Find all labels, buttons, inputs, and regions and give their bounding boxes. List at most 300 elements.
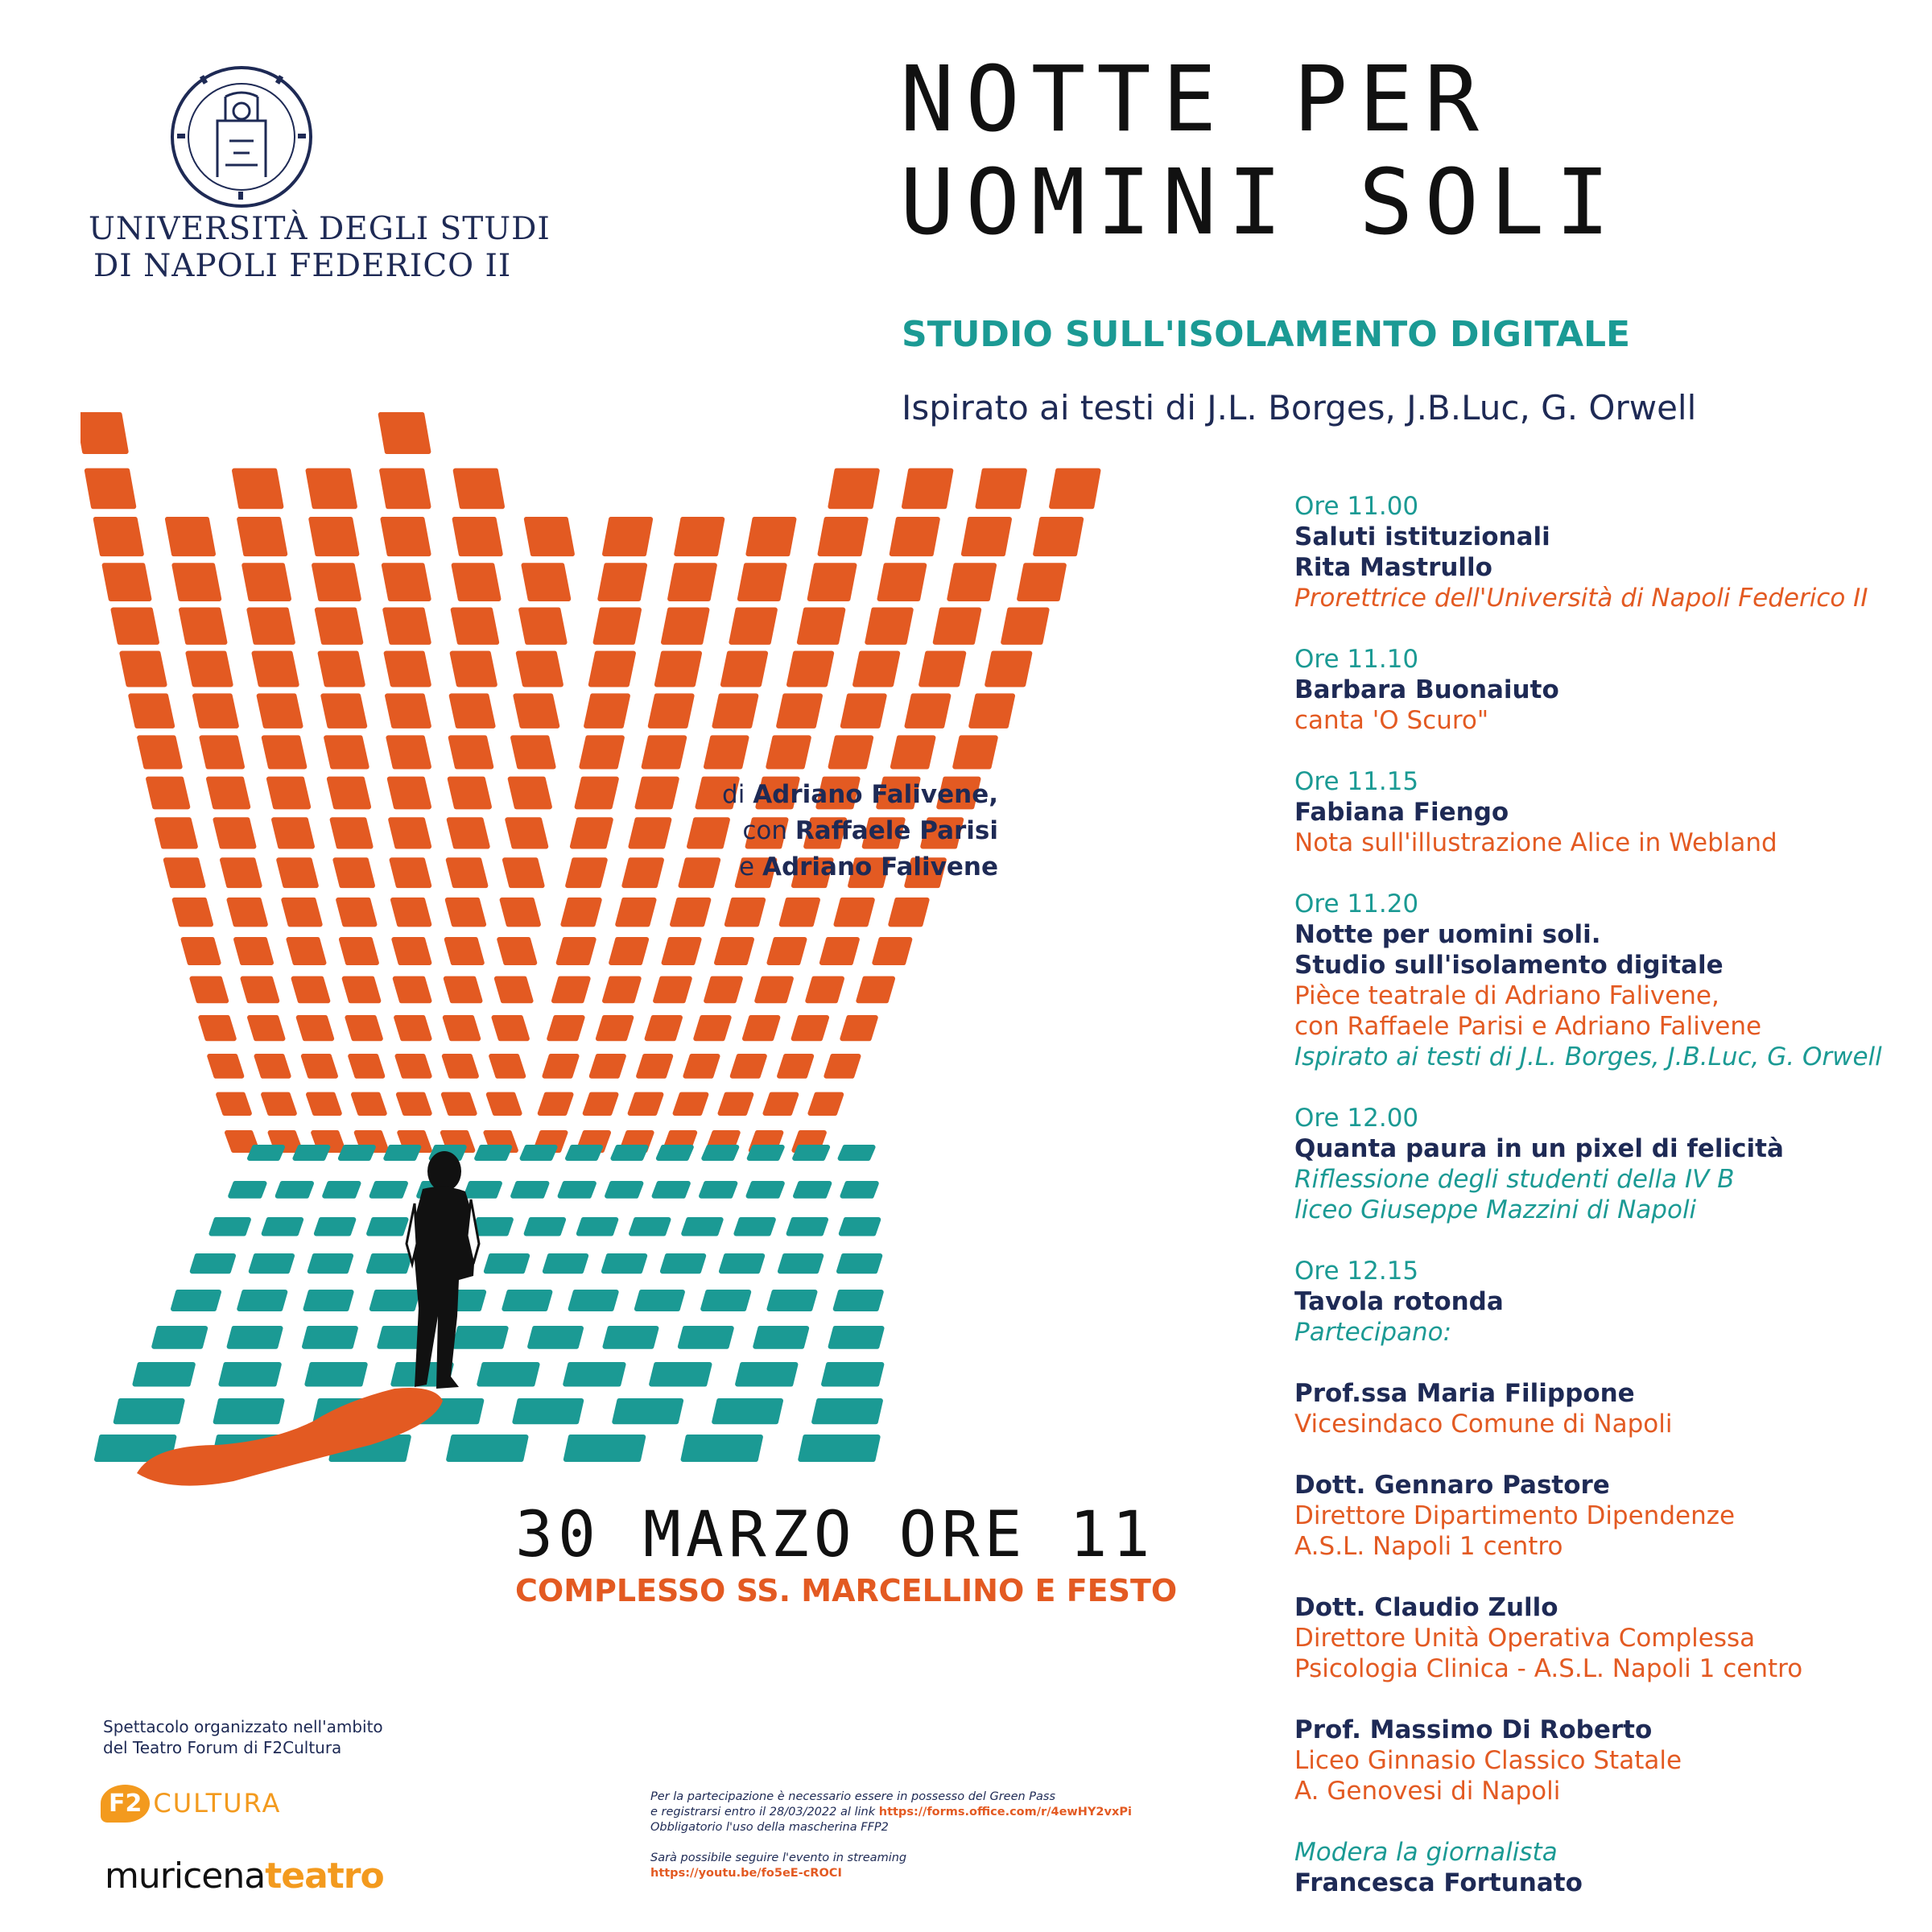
pixel-tile — [955, 737, 996, 766]
schedule-title: Dott. Gennaro Pastore — [1294, 1471, 1610, 1500]
pixel-tile — [369, 1220, 406, 1234]
pixel-tile — [843, 1183, 877, 1196]
info-line2: e registrarsi entro il 28/03/2022 al link — [650, 1806, 879, 1818]
registration-link[interactable]: https://forms.office.com/r/4ewHY2vxPi — [878, 1806, 1132, 1818]
pixel-tile — [572, 819, 611, 846]
pixel-tile — [737, 1364, 795, 1385]
pixel-tile — [114, 610, 157, 642]
pixel-tile — [605, 979, 639, 1001]
pixel-tile — [559, 939, 594, 963]
pixel-tile — [647, 1018, 680, 1038]
pixel-tile — [839, 1256, 880, 1271]
pixel-tile — [1035, 519, 1081, 554]
pixel-tile — [229, 1328, 281, 1347]
schedule-title: Prof.ssa Maria Filippone — [1294, 1379, 1635, 1408]
pixel-tile — [345, 979, 379, 1001]
pixel-tile — [658, 1147, 691, 1158]
pixel-tile — [740, 565, 785, 599]
pixel-tile — [663, 610, 707, 642]
pixel-tile — [372, 1183, 406, 1196]
pixel-tile — [148, 779, 188, 807]
organized-line1: Spettacolo organizzato nell'ambito — [103, 1717, 383, 1736]
pixel-tile — [283, 900, 320, 924]
pixel-tile — [544, 1056, 576, 1076]
pixel-tile — [222, 860, 260, 886]
pixel-tile — [494, 1018, 527, 1038]
pixel-tile — [514, 1401, 581, 1422]
pixel-tile — [130, 696, 172, 726]
pixel-tile — [139, 737, 180, 766]
pixel-tile — [663, 1256, 704, 1271]
pixel-tile — [795, 1183, 829, 1196]
pixel-tile — [451, 737, 492, 766]
pixel-tile — [880, 565, 925, 599]
schedule-detail: Pièce teatrale di Adriano Falivene, — [1294, 981, 1719, 1010]
pixel-tile — [307, 1364, 365, 1385]
pixel-tile — [249, 610, 292, 642]
pixel-tile — [372, 1292, 418, 1309]
pixel-tile — [655, 979, 690, 1001]
pixel-tile — [650, 696, 692, 726]
pixel-tile — [308, 471, 355, 507]
schedule-title: Barbara Buonaiuto — [1294, 675, 1559, 704]
program-schedule — [1294, 491, 1922, 1929]
info-line3: Obbligatorio l'uso della mascherina FFP2 — [650, 1821, 889, 1834]
pixel-tile — [294, 979, 328, 1001]
pixel-tile — [935, 610, 979, 642]
pixel-tile — [670, 565, 715, 599]
pixel-tile — [251, 1256, 292, 1271]
pixel-tile — [320, 654, 363, 685]
pixel-tile — [1003, 610, 1046, 642]
pixel-tile — [387, 696, 429, 726]
pixel-tile — [449, 819, 488, 846]
pixel-tile — [526, 519, 572, 554]
pixel-tile — [279, 860, 316, 886]
schedule-note: liceo Giuseppe Mazzini di Napoli — [1294, 1195, 1697, 1224]
pixel-tile — [749, 1147, 782, 1158]
schedule-title: Tavola rotonda — [1294, 1287, 1504, 1316]
teatro-word: teatro — [265, 1856, 384, 1897]
pixel-tile — [299, 1018, 332, 1038]
pixel-tile — [685, 1056, 717, 1076]
schedule-time: Ore 11.00 — [1294, 492, 1419, 521]
pixel-tile — [822, 939, 857, 963]
credits-prefix-2: con — [742, 816, 795, 845]
pixel-tile — [181, 610, 225, 642]
pixel-tile — [789, 1220, 826, 1234]
pixel-tile — [386, 1147, 419, 1158]
schedule-item — [1294, 1470, 1922, 1562]
pixel-tile — [701, 1183, 735, 1196]
pixel-tile — [335, 860, 373, 886]
pixel-tile — [522, 1147, 555, 1158]
pixel-tile — [513, 737, 554, 766]
pixel-tile — [720, 1095, 752, 1113]
pixel-tile — [571, 1292, 617, 1309]
pixel-tile — [157, 819, 196, 846]
pixel-tile — [1019, 565, 1064, 599]
pixel-tile — [398, 1095, 430, 1113]
pixel-tile — [978, 471, 1025, 507]
schedule-item — [1294, 644, 1922, 736]
muricena-teatro-logo — [105, 1856, 384, 1897]
pixel-tile — [388, 737, 429, 766]
pixel-tile — [390, 819, 429, 846]
pixel-tile — [586, 696, 628, 726]
pixel-tile — [489, 1095, 520, 1113]
pixel-tile — [892, 519, 938, 554]
schedule-title: Fabiana Fiengo — [1294, 798, 1509, 827]
title-line1: NOTTE PER — [900, 47, 1490, 152]
credits-actor-2: Adriano Falivene — [762, 852, 998, 881]
pixel-tile — [221, 1364, 279, 1385]
organized-line2: del Teatro Forum di F2Cultura — [103, 1738, 342, 1757]
pixel-tile — [855, 654, 898, 685]
pixel-tile — [304, 1328, 356, 1347]
pixel-tile — [122, 654, 164, 685]
pixel-tile — [637, 1292, 683, 1309]
pixel-tile — [398, 1056, 430, 1076]
pixel-tile — [116, 1401, 183, 1422]
schedule-detail: canta 'O Scuro" — [1294, 706, 1489, 735]
pixel-tile — [592, 1056, 624, 1076]
pixel-tile — [765, 1095, 796, 1113]
pixel-tile — [444, 1095, 475, 1113]
pixel-tile — [350, 1056, 382, 1076]
pixel-tile — [831, 1328, 882, 1347]
pixel-tile — [779, 1056, 811, 1076]
pixel-tile — [347, 1018, 380, 1038]
schedule-time: Ore 12.15 — [1294, 1257, 1419, 1286]
pixel-tile — [1051, 471, 1098, 507]
pixel-tile — [523, 565, 568, 599]
schedule-detail: A.S.L. Napoli 1 centro — [1294, 1532, 1563, 1561]
pixel-tile — [236, 939, 271, 963]
pixel-tile — [614, 1401, 681, 1422]
pixel-tile — [706, 979, 741, 1001]
pixel-tile — [617, 900, 654, 924]
pixel-tile — [596, 610, 639, 642]
pixel-tile — [644, 737, 685, 766]
pixel-tile — [269, 779, 308, 807]
pixel-tile — [893, 737, 934, 766]
pixel-tile — [526, 1220, 564, 1234]
pixel-tile — [721, 1256, 762, 1271]
pixel-tile — [396, 1018, 429, 1038]
participation-info — [650, 1790, 1132, 1881]
credits-block — [684, 777, 998, 886]
schedule-time: Ore 11.20 — [1294, 890, 1419, 919]
pixel-tile — [308, 1095, 340, 1113]
pixel-tile — [964, 519, 1009, 554]
pixel-tile — [836, 1292, 881, 1309]
pixel-tile — [173, 1292, 219, 1309]
pixel-tile — [393, 900, 429, 924]
pixel-tile — [381, 415, 429, 452]
schedule-detail: con Raffaele Parisi e Adriano Falivene — [1294, 1012, 1762, 1041]
info-line1: Per la partecipazione è necessario essere in possesso del Green Pass — [650, 1790, 1056, 1803]
pixel-tile — [448, 900, 484, 924]
pixel-tile — [254, 654, 297, 685]
pixel-tile — [448, 860, 486, 886]
pixel-tile — [768, 737, 809, 766]
pixel-tile — [824, 1364, 881, 1385]
pixel-tile — [757, 979, 791, 1001]
info-line4: Sarà possibile seguire l'evento in streaming — [650, 1852, 907, 1864]
pixel-tile — [382, 519, 428, 554]
schedule-item — [1294, 889, 1922, 1072]
pixel-tile — [841, 1220, 878, 1234]
pixel-tile — [453, 610, 497, 642]
pixel-tile — [591, 654, 634, 685]
pixel-tile — [174, 565, 219, 599]
pixel-tile — [326, 737, 367, 766]
f2-word: CULTURA — [153, 1788, 282, 1818]
pixel-tile — [604, 1256, 645, 1271]
pixel-tile — [830, 471, 877, 507]
schedule-title: Francesca Fortunato — [1294, 1868, 1583, 1897]
event-date: 30 MARZO ORE 11 — [515, 1499, 1155, 1571]
pixel-tile — [234, 471, 281, 507]
pixel-tile — [733, 1056, 765, 1076]
pixel-tile — [353, 1095, 385, 1113]
pixel-tile — [651, 1364, 709, 1385]
pixel-tile — [554, 979, 588, 1001]
pixel-tile — [244, 565, 289, 599]
pixel-tile — [504, 1292, 550, 1309]
pixel-tile — [683, 1437, 761, 1459]
pixel-tile — [455, 1328, 506, 1347]
pixel-tile — [545, 1256, 586, 1271]
pixel-tile — [382, 471, 428, 507]
pixel-tile — [631, 1220, 668, 1234]
pixel-tile — [338, 900, 374, 924]
schedule-item — [1294, 1592, 1922, 1684]
pixel-tile — [530, 1328, 581, 1347]
pixel-tile — [473, 1220, 510, 1234]
pixel-tile — [505, 860, 543, 886]
pixel-tile — [295, 1147, 328, 1158]
pixel-tile — [499, 939, 535, 963]
pixel-tile — [820, 519, 866, 554]
schedule-item — [1294, 1378, 1922, 1439]
pixel-room-illustration — [80, 398, 1151, 1501]
organized-note — [103, 1716, 383, 1758]
pixel-tile — [842, 1018, 875, 1038]
pixel-tile — [630, 819, 669, 846]
pixel-tile — [749, 1183, 782, 1196]
pixel-tile — [800, 1437, 877, 1459]
pixel-tile — [385, 610, 428, 642]
f2cultura-logo — [101, 1779, 281, 1827]
pixel-tile — [727, 900, 763, 924]
pixel-tile — [607, 1183, 641, 1196]
pixel-tile — [664, 939, 700, 963]
pixel-tile — [209, 1056, 242, 1076]
pixel-tile — [568, 860, 605, 886]
pixel-tile — [795, 1147, 828, 1158]
pixel-tile — [706, 737, 747, 766]
pixel-tile — [323, 696, 365, 726]
pixel-tile — [696, 1018, 729, 1038]
university-name-line1: UNIVERSITÀ DEGLI STUDI — [89, 211, 551, 247]
pixel-tile — [794, 1018, 827, 1038]
pixel-tile — [208, 779, 248, 807]
pixel-tile — [840, 1147, 873, 1158]
pixel-tile — [676, 519, 722, 554]
pixel-tile — [782, 900, 818, 924]
schedule-detail: Prorettrice dell'Università di Napoli Federico II — [1294, 584, 1868, 613]
pixel-tile — [518, 654, 561, 685]
pixel-tile — [491, 1056, 523, 1076]
pixel-tile — [454, 565, 499, 599]
pixel-tile — [836, 900, 872, 924]
pixel-tile — [154, 1328, 205, 1347]
pixel-tile — [598, 1018, 631, 1038]
pixel-tile — [831, 737, 872, 766]
pixel-tile — [452, 654, 495, 685]
schedule-title: Quanta paura in un pixel di felicità — [1294, 1134, 1784, 1163]
pixel-tile — [278, 1183, 312, 1196]
schedule-note: Modera la giornalista — [1294, 1838, 1558, 1867]
pixel-tile — [723, 654, 766, 685]
schedule-detail: Liceo Ginnasio Classico Statale — [1294, 1746, 1682, 1775]
pixel-tile — [274, 819, 312, 846]
pixel-tile — [445, 1018, 478, 1038]
pixel-tile — [566, 1437, 643, 1459]
schedule-item — [1294, 1103, 1922, 1225]
schedule-detail: A. Genovesi di Napoli — [1294, 1777, 1561, 1806]
schedule-detail: Psicologia Clinica - A.S.L. Napoli 1 centro — [1294, 1654, 1803, 1683]
pixel-tile — [780, 1256, 821, 1271]
schedule-detail: Nota sull'illustrazione Alice in Webland — [1294, 828, 1777, 857]
pixel-tile — [497, 979, 531, 1001]
schedule-item — [1294, 766, 1922, 858]
pixel-tile — [175, 900, 211, 924]
pixel-tile — [452, 696, 493, 726]
pixel-tile — [568, 1147, 601, 1158]
pixel-tile — [513, 1183, 547, 1196]
pixel-tile — [654, 1183, 688, 1196]
pixel-tile — [638, 1056, 671, 1076]
pixel-tile — [250, 1147, 283, 1158]
pixel-tile — [341, 939, 377, 963]
pixel-tile — [748, 519, 794, 554]
pixel-tile — [230, 1183, 264, 1196]
pixel-tile — [341, 1147, 374, 1158]
pixel-tile — [683, 1220, 720, 1234]
pixel-tile — [605, 519, 650, 554]
pixel-tile — [316, 1220, 353, 1234]
pixel-tile — [703, 1292, 749, 1309]
schedule-detail: Direttore Unità Operativa Complessa — [1294, 1624, 1756, 1653]
schedule-title: Saluti istituzionali — [1294, 522, 1550, 551]
university-name — [89, 211, 551, 285]
pixel-tile — [450, 779, 489, 807]
pixel-tile — [579, 1220, 616, 1234]
pixel-tile — [949, 565, 994, 599]
pixel-tile — [502, 900, 539, 924]
pixel-tile — [624, 860, 662, 886]
pixel-tile — [212, 1220, 249, 1234]
pixel-tile — [680, 1328, 732, 1347]
pixel-tile — [395, 979, 430, 1001]
pixel-tile — [515, 696, 557, 726]
pixel-tile — [731, 610, 774, 642]
pixel-tile — [611, 939, 646, 963]
pixel-tile — [263, 1095, 295, 1113]
pixel-tile — [789, 654, 832, 685]
pixel-tile — [510, 779, 550, 807]
schedule-title: Dott. Claudio Zullo — [1294, 1593, 1558, 1622]
pixel-tile — [184, 939, 219, 963]
pixel-tile — [264, 737, 305, 766]
pixel-tile — [288, 939, 324, 963]
inspired-by: Ispirato ai testi di J.L. Borges, J.B.Luc, G. Orwell — [902, 388, 1697, 427]
pixel-tile — [444, 1056, 477, 1076]
pixel-tile — [810, 1095, 841, 1113]
pixel-tile — [250, 1018, 283, 1038]
pixel-tile — [675, 1095, 707, 1113]
pixel-tile — [259, 696, 301, 726]
pixel-tile — [585, 1095, 617, 1113]
pixel-tile — [778, 696, 820, 726]
pixel-tile — [317, 610, 361, 642]
pixel-tile — [201, 737, 242, 766]
schedule-item — [1294, 1837, 1922, 1898]
pixel-tile — [736, 1220, 773, 1234]
pixel-tile — [769, 1292, 815, 1309]
schedule-title: Prof. Massimo Di Roberto — [1294, 1715, 1653, 1744]
pixel-tile — [200, 1018, 233, 1038]
pixel-tile — [332, 819, 371, 846]
event-venue: COMPLESSO SS. MARCELLINO E FESTO — [515, 1573, 1178, 1608]
pixel-tile — [560, 1183, 594, 1196]
pixel-tile — [188, 654, 230, 685]
pixel-tile — [540, 1095, 572, 1113]
pixel-tile — [769, 939, 804, 963]
pixel-tile — [867, 610, 910, 642]
muricena-word: muricena — [105, 1856, 266, 1897]
pixel-tile — [386, 654, 429, 685]
schedule-note: Ispirato ai testi di J.L. Borges, J.B.Luc, G. Orwell — [1294, 1042, 1882, 1071]
pixel-tile — [907, 696, 949, 726]
event-title — [900, 48, 1621, 254]
pixel-tile — [446, 979, 481, 1001]
pixel-tile — [314, 565, 359, 599]
credits-actor-1: Raffaele Parisi — [795, 816, 998, 845]
streaming-link[interactable]: https://youtu.be/fo5eE-cROCI — [650, 1867, 842, 1880]
pixel-tile — [843, 696, 885, 726]
pixel-tile — [630, 1095, 662, 1113]
pixel-tile — [600, 565, 645, 599]
pixel-tile — [613, 1147, 646, 1158]
schedule-detail: Vicesindaco Comune di Napoli — [1294, 1410, 1673, 1439]
pixel-tile — [257, 1056, 289, 1076]
pixel-tile — [239, 519, 285, 554]
university-seal-logo — [169, 64, 314, 209]
pixel-tile — [166, 860, 204, 886]
pixel-tile — [581, 737, 622, 766]
pixel-tile — [507, 819, 546, 846]
pixel-tile — [807, 979, 842, 1001]
pixel-tile — [80, 415, 126, 452]
university-name-line2: DI NAPOLI FEDERICO II — [93, 248, 512, 284]
pixel-tile — [311, 519, 357, 554]
pixel-tile — [466, 1183, 500, 1196]
schedule-time: Ore 11.10 — [1294, 645, 1419, 674]
